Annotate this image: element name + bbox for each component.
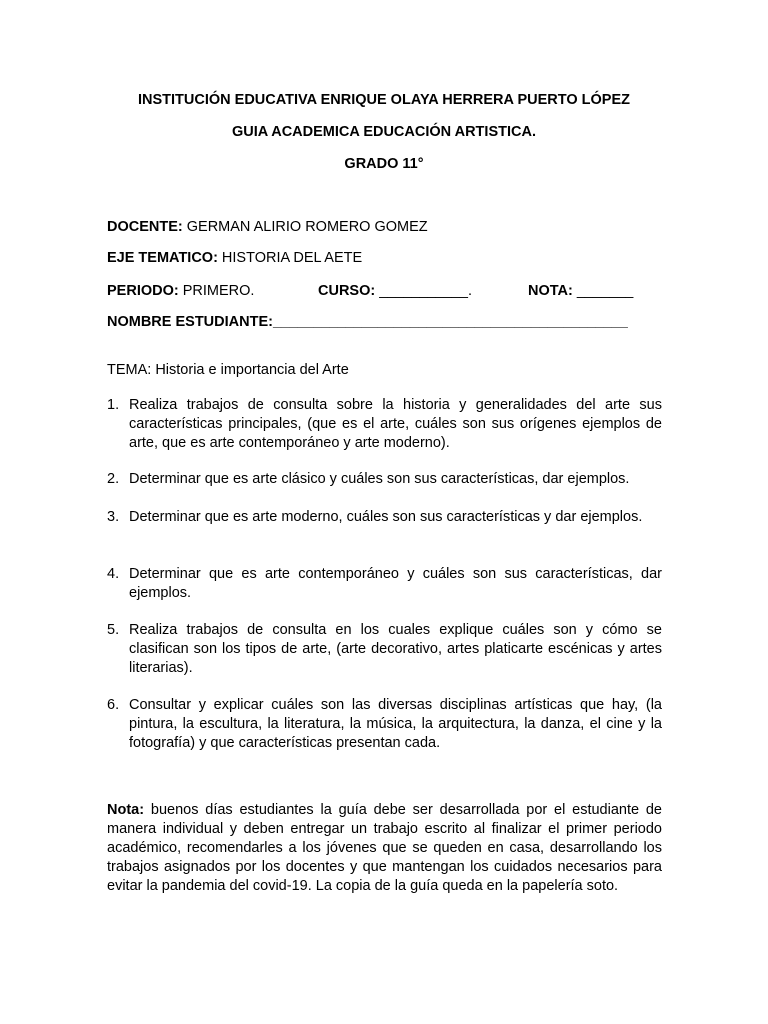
list-item: [107, 508, 662, 527]
periodo-value: PRIMERO.: [178, 283, 255, 299]
nota-paragraph-label: Nota:: [107, 802, 145, 818]
nota-row: [528, 283, 633, 299]
curso-row: [318, 283, 472, 299]
estudiante-label: NOMBRE ESTUDIANTE: [107, 314, 269, 330]
list-item: [107, 621, 662, 678]
curso-value: ___________.: [375, 283, 472, 299]
eje-label: EJE TEMATICO:: [107, 250, 218, 266]
tema-line: TEMA: Historia e importancia del Arte: [107, 362, 349, 378]
eje-row: [107, 250, 362, 266]
list-item: [107, 396, 662, 453]
nota-label: NOTA:: [528, 283, 573, 299]
item-number: 6.: [107, 697, 120, 713]
item-number: 4.: [107, 566, 120, 582]
institution-title: INSTITUCIÓN EDUCATIVA ENRIQUE OLAYA HERRERA PUERTO LÓPEZ: [138, 92, 630, 108]
periodo-label: PERIODO:: [107, 283, 179, 299]
nota-value: _______: [572, 283, 634, 299]
estudiante-value: :____________________________________________: [268, 314, 628, 330]
item-text: Determinar que es arte contemporáneo y cuáles son sus características, dar ejemplos.: [129, 566, 662, 601]
item-number: 3.: [107, 509, 120, 525]
periodo-row: [107, 283, 254, 299]
docente-value: GERMAN ALIRIO ROMERO GOMEZ: [182, 219, 428, 235]
docente-label: DOCENTE:: [107, 219, 183, 235]
nota-paragraph: [107, 801, 662, 896]
item-text: Realiza trabajos de consulta sobre la historia y generalidades del arte sus características principales, (que es el arte, cuáles son sus orígenes ejemplos de arte, que es arte contemporáneo y arte moderno).: [129, 397, 662, 451]
curso-label: CURSO:: [318, 283, 376, 299]
item-number: 1.: [107, 397, 120, 413]
item-text: Determinar que es arte clásico y cuáles son sus características, dar ejemplos.: [129, 471, 630, 487]
list-item: [107, 696, 662, 753]
item-text: Determinar que es arte moderno, cuáles son sus características y dar ejemplos.: [129, 509, 643, 525]
nota-paragraph-text: buenos días estudiantes la guía debe ser desarrollada por el estudiante de manera individual y deben entregar un trabajo escrito al finalizar el primer periodo académico, recomendarles a los jóvenes que se queden en casa, desarrollando los trabajos asignados por los docentes y que mantengan los cuidados necesarios para evitar la pandemia del covid-19. La copia de la guía queda en la papelería soto.: [107, 802, 662, 894]
estudiante-row: [107, 314, 628, 330]
item-number: 5.: [107, 622, 120, 638]
item-number: 2.: [107, 471, 120, 487]
item-text: Consultar y explicar cuáles son las diversas disciplinas artísticas que hay, (la pintura, la escultura, la literatura, la música, la arquitectura, la danza, el cine y la fotografía) y que características presentan cada.: [129, 697, 662, 751]
docente-row: [107, 219, 428, 235]
guide-title: GUIA ACADEMICA EDUCACIÓN ARTISTICA.: [232, 124, 536, 140]
item-text: Realiza trabajos de consulta en los cuales explique cuáles son y cómo se clasifican son los tipos de arte, (arte decorativo, artes platicarte escénicas y artes literarias).: [129, 622, 662, 676]
eje-value: HISTORIA DEL AETE: [217, 250, 363, 266]
list-item: [107, 470, 662, 489]
grade-title: GRADO 11°: [344, 156, 424, 172]
list-item: [107, 565, 662, 603]
